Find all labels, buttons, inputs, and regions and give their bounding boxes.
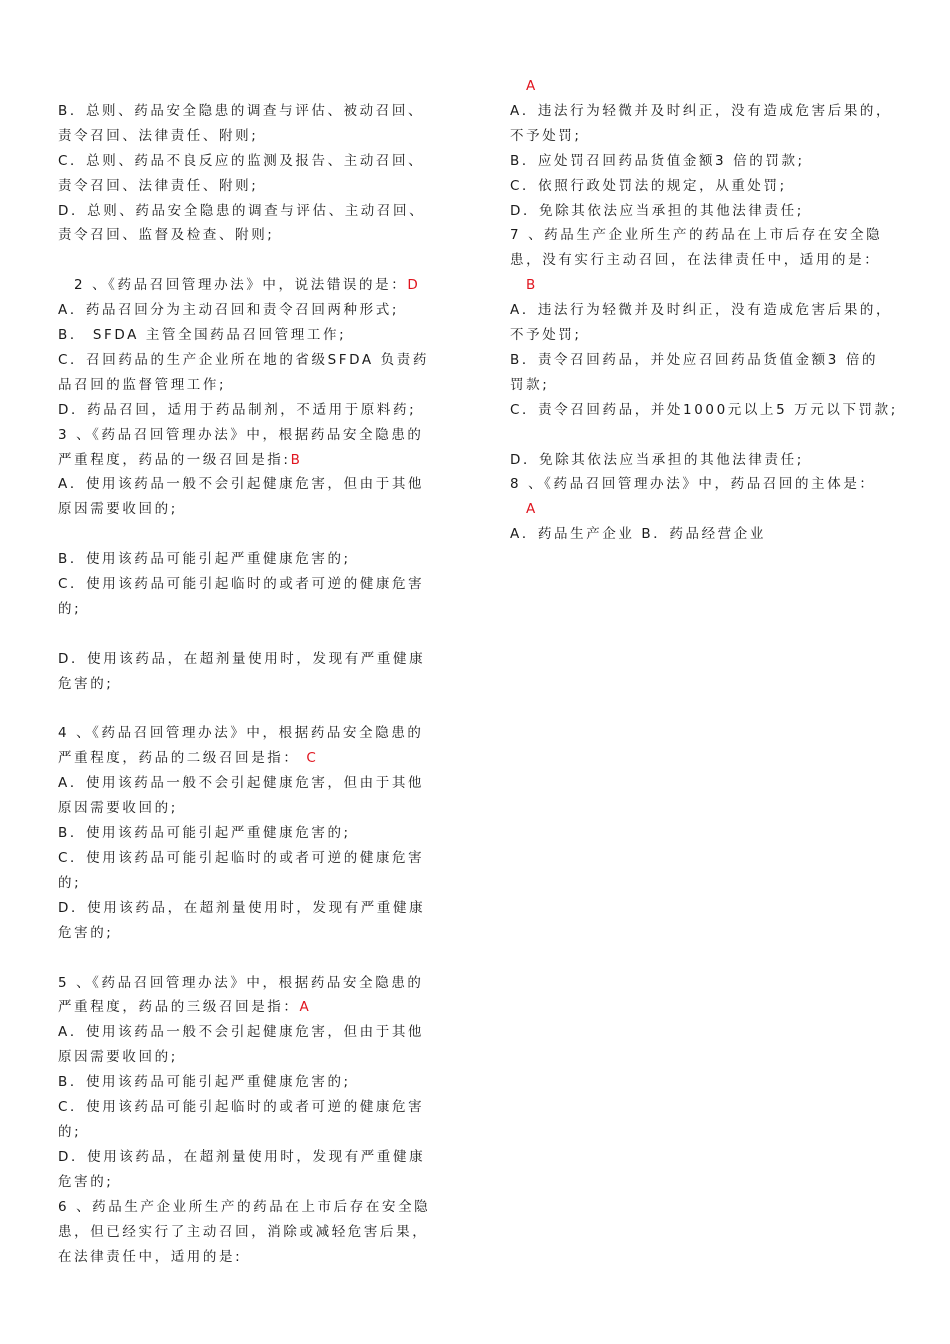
line-text: 原因需要收回的; [58, 501, 178, 518]
line-text: D．使用该药品，在超剂量使用时，发现有严重健康 [58, 1148, 426, 1165]
blank-line [58, 697, 460, 722]
text-line [58, 174, 460, 199]
text-line [58, 746, 460, 771]
line-text: 危害的; [58, 924, 114, 941]
text-line [510, 124, 908, 149]
line-text: A．使用该药品一般不会引起健康危害，但由于其他 [58, 476, 425, 493]
line-text: 不予处罚; [510, 127, 582, 144]
left-column [58, 74, 460, 1269]
line-text: 不予处罚; [510, 327, 582, 344]
line-text: 的; [58, 600, 82, 617]
text-line [510, 99, 908, 124]
line-text: C．使用该药品可能引起临时的或者可逆的健康危害 [58, 1099, 425, 1116]
line-text: B．使用该药品可能引起严重健康危害的; [58, 825, 351, 842]
text-line [58, 348, 460, 373]
text-line [58, 99, 460, 124]
line-text: 品召回的监督管理工作; [58, 376, 227, 393]
blank-line [58, 946, 460, 971]
line-text: 患，但已经实行了主动召回，消除或减轻危害后果， [58, 1223, 429, 1240]
line-text: 4 、《药品召回管理办法》中，根据药品安全隐患的 [58, 725, 424, 742]
text-line [58, 995, 460, 1020]
text-line [58, 273, 460, 298]
line-text: 严重程度，药品的二级召回是指： [58, 750, 307, 767]
text-line [510, 74, 908, 99]
line-text: A．药品召回分为主动召回和责令召回两种形式; [58, 302, 399, 319]
text-line [510, 223, 908, 248]
text-line [58, 796, 460, 821]
text-line [58, 971, 460, 996]
text-line [58, 547, 460, 572]
text-line [58, 1195, 460, 1220]
text-line [510, 199, 908, 224]
line-text: 患，没有实行主动召回，在法律责任中，适用的是： [510, 252, 881, 269]
text-line [510, 373, 908, 398]
line-text: A．药品生产企业 B．药品经营企业 [510, 526, 766, 543]
line-text: 8 、《药品召回管理办法》中，药品召回的主体是： [510, 476, 876, 493]
line-text: 危害的; [58, 1173, 114, 1190]
text-line [58, 1120, 460, 1145]
answer-mark: B [526, 277, 536, 294]
text-line [58, 1095, 460, 1120]
text-line [58, 672, 460, 697]
text-line [510, 298, 908, 323]
line-text: 原因需要收回的; [58, 1049, 178, 1066]
text-line [510, 273, 908, 298]
text-line [58, 821, 460, 846]
text-line [58, 572, 460, 597]
line-text: 原因需要收回的; [58, 800, 178, 817]
text-line [58, 921, 460, 946]
line-text: A．使用该药品一般不会引起健康危害，但由于其他 [58, 1024, 425, 1041]
line-text: D．总则、药品安全隐患的调查与评估、主动召回、 [58, 202, 426, 219]
text-line [510, 323, 908, 348]
line-text: C．使用该药品可能引起临时的或者可逆的健康危害 [58, 576, 425, 593]
text-line [58, 1045, 460, 1070]
text-line [58, 398, 460, 423]
line-text: B． SFDA 主管全国药品召回管理工作; [58, 327, 347, 344]
line-text: 责令召回、监督及检查、附则; [58, 227, 275, 244]
line-text: 5 、《药品召回管理办法》中，根据药品安全隐患的 [58, 974, 424, 991]
line-text: C．总则、药品不良反应的监测及报告、主动召回、 [58, 152, 425, 169]
text-line [58, 1245, 460, 1270]
line-text: C．召回药品的生产企业所在地的省级SFDA 负责药 [58, 351, 429, 368]
line-text: 的; [58, 874, 82, 891]
line-text: A．违法行为轻微并及时纠正，没有造成危害后果的， [510, 102, 893, 119]
answer-mark: C [306, 750, 316, 767]
line-text: B．使用该药品可能引起严重健康危害的; [58, 551, 351, 568]
line-text: B．责令召回药品，并处应召回药品货值金额3 倍的 [510, 351, 879, 368]
text-line [510, 448, 908, 473]
line-text: B．总则、药品安全隐患的调查与评估、被动召回、 [58, 102, 425, 119]
text-line [58, 423, 460, 448]
text-line [58, 497, 460, 522]
text-line [58, 199, 460, 224]
text-line [58, 472, 460, 497]
line-text: 严重程度，药品的三级召回是指： [58, 999, 300, 1016]
line-text: 责令召回、法律责任、附则; [58, 177, 259, 194]
text-line [58, 896, 460, 921]
text-line [58, 298, 460, 323]
text-line [510, 522, 908, 547]
blank-line [58, 74, 460, 99]
line-text: B．使用该药品可能引起严重健康危害的; [58, 1074, 351, 1091]
blank-line [510, 423, 908, 448]
blank-line [58, 522, 460, 547]
line-text: D．免除其依法应当承担的其他法律责任; [510, 451, 804, 468]
text-line [58, 1220, 460, 1245]
line-text: 2 、《药品召回管理办法》中，说法错误的是： [74, 277, 408, 294]
blank-line [58, 622, 460, 647]
line-text: D．使用该药品，在超剂量使用时，发现有严重健康 [58, 650, 426, 667]
text-line [58, 1020, 460, 1045]
text-line [58, 647, 460, 672]
text-line [58, 846, 460, 871]
text-line [510, 174, 908, 199]
text-line [58, 721, 460, 746]
text-line [58, 149, 460, 174]
text-line [510, 398, 908, 423]
text-line [510, 149, 908, 174]
text-line [510, 472, 908, 497]
answer-mark: A [526, 78, 536, 94]
line-text: 危害的; [58, 675, 114, 692]
line-text: 7 、药品生产企业所生产的药品在上市后存在安全隐 [510, 227, 883, 244]
line-text: C．责令召回药品，并处1000元以上5 万元以下罚款; [510, 401, 898, 418]
line-text: C．依照行政处罚法的规定，从重处罚; [510, 177, 787, 194]
line-text: C．使用该药品可能引起临时的或者可逆的健康危害 [58, 850, 425, 867]
line-text: A．违法行为轻微并及时纠正，没有造成危害后果的， [510, 302, 893, 319]
text-line [58, 1070, 460, 1095]
answer-mark: A [526, 501, 536, 518]
text-line [58, 597, 460, 622]
line-text: D．使用该药品，在超剂量使用时，发现有严重健康 [58, 899, 426, 916]
text-line [58, 1145, 460, 1170]
text-line [58, 448, 460, 473]
answer-mark: D [407, 277, 418, 294]
line-text: B．应处罚召回药品货值金额3 倍的罚款; [510, 152, 805, 169]
line-text: 6 、药品生产企业所生产的药品在上市后存在安全隐 [58, 1198, 431, 1215]
right-column [510, 74, 908, 547]
blank-line [58, 248, 460, 273]
text-line [510, 497, 908, 522]
text-line [58, 223, 460, 248]
line-text: 在法律责任中，适用的是: [58, 1248, 243, 1265]
line-text: 严重程度，药品的一级召回是指: [58, 451, 291, 468]
line-text: 3 、《药品召回管理办法》中，根据药品安全隐患的 [58, 426, 424, 443]
line-text: D．药品召回，适用于药品制剂，不适用于原料药; [58, 401, 417, 418]
answer-mark: B [290, 451, 300, 468]
line-text: D．免除其依法应当承担的其他法律责任; [510, 202, 804, 219]
text-line [58, 1170, 460, 1195]
answer-mark: A [299, 999, 309, 1016]
text-line [58, 323, 460, 348]
text-line [58, 373, 460, 398]
text-line [58, 124, 460, 149]
line-text: A．使用该药品一般不会引起健康危害，但由于其他 [58, 775, 425, 792]
line-text: 的; [58, 1123, 82, 1140]
text-line [510, 248, 908, 273]
line-text: 罚款; [510, 376, 550, 393]
text-line [58, 871, 460, 896]
text-line [58, 771, 460, 796]
line-text: 责令召回、法律责任、附则; [58, 127, 259, 144]
text-line [510, 348, 908, 373]
